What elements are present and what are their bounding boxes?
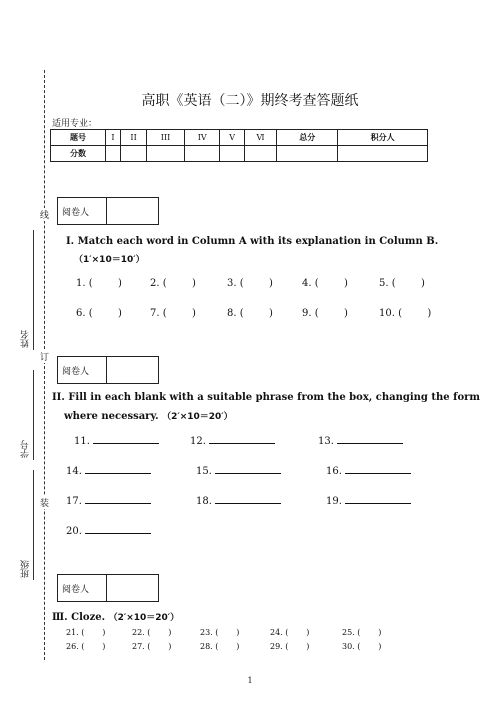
cloze-item[interactable]: 21. ( ) [66, 628, 106, 637]
item-number: 18. [196, 496, 212, 507]
cloze-item[interactable]: 22. ( ) [132, 628, 172, 637]
page-number: 1 [247, 676, 253, 685]
blank-line[interactable] [85, 494, 151, 504]
grader-field[interactable] [107, 357, 158, 383]
section-1-marks: （1′×10＝10′） [74, 255, 145, 265]
header-cell: Ⅵ [244, 130, 276, 146]
fill-item[interactable] [326, 464, 411, 477]
class-label: 班级 [21, 560, 31, 578]
grader-label: 阅卷人 [58, 575, 107, 601]
score-table-score-row [51, 146, 428, 162]
fill-item[interactable] [196, 464, 281, 477]
score-cell[interactable] [147, 146, 185, 162]
score-row-label: 分数 [51, 146, 106, 162]
section-3-heading: Ⅲ. Cloze. [52, 612, 106, 623]
item-number: 12. [190, 436, 206, 447]
item-number: 19. [326, 496, 342, 507]
binding-mark-ding: 订 [38, 352, 48, 361]
score-cell[interactable] [244, 146, 276, 162]
answer-item[interactable]: 7. ( ) [150, 308, 196, 319]
answer-item[interactable]: 3. ( ) [227, 278, 273, 289]
section-2-heading-line2: where necessary. [64, 411, 159, 422]
score-cell[interactable] [338, 146, 428, 162]
blank-line[interactable] [215, 464, 281, 474]
section-2-heading: II. Fill in each blank with a suitable phrase from the box, changing the form [52, 392, 480, 403]
blank-line[interactable] [345, 464, 411, 474]
name-label: 姓名 [21, 330, 31, 348]
fill-item[interactable] [196, 494, 281, 507]
score-cell[interactable] [277, 146, 338, 162]
grader-box [57, 197, 159, 225]
cloze-item[interactable]: 29. ( ) [270, 642, 310, 651]
header-cell: 总分 [277, 130, 338, 146]
cloze-item[interactable]: 25. ( ) [342, 628, 382, 637]
answer-item[interactable]: 10. ( ) [379, 308, 432, 319]
header-cell: II [120, 130, 146, 146]
item-number: 17. [66, 496, 82, 507]
item-number: 13. [318, 436, 334, 447]
item-number: 11. [74, 436, 90, 447]
blank-line[interactable] [345, 494, 411, 504]
fill-item[interactable] [66, 464, 151, 477]
blank-line[interactable] [209, 434, 275, 444]
name-field[interactable] [33, 230, 35, 350]
grader-label: 阅卷人 [58, 198, 107, 224]
blank-line[interactable] [85, 524, 151, 534]
cloze-item[interactable]: 26. ( ) [66, 642, 106, 651]
answer-item[interactable]: 6. ( ) [76, 308, 122, 319]
cloze-item[interactable]: 28. ( ) [200, 642, 240, 651]
blank-line[interactable] [215, 494, 281, 504]
score-cell[interactable] [220, 146, 244, 162]
grader-field[interactable] [107, 575, 158, 601]
score-table [50, 129, 428, 162]
student-id-field[interactable] [33, 370, 35, 460]
score-table-header-row [51, 130, 428, 146]
header-cell: 积分人 [338, 130, 428, 146]
answer-item[interactable]: 5. ( ) [379, 278, 425, 289]
header-cell: IV [184, 130, 220, 146]
answer-item[interactable]: 9. ( ) [302, 308, 348, 319]
grader-box [57, 574, 159, 602]
section-3-heading-line [52, 610, 179, 623]
fill-item[interactable] [66, 524, 151, 537]
score-cell[interactable] [120, 146, 146, 162]
cloze-item[interactable]: 30. ( ) [342, 642, 382, 651]
blank-line[interactable] [337, 434, 403, 444]
header-cell: III [147, 130, 185, 146]
section-1-heading: I. Match each word in Column A with its explanation in Column B. [66, 236, 439, 247]
item-number: 20. [66, 526, 82, 537]
section-2-marks: （2′×10＝20′） [162, 412, 233, 422]
answer-item[interactable]: 1. ( ) [76, 278, 122, 289]
class-field[interactable] [33, 470, 35, 580]
cloze-item[interactable]: 23. ( ) [200, 628, 240, 637]
binding-dashed-line [44, 70, 45, 660]
header-cell: I [106, 130, 121, 146]
blank-line[interactable] [85, 464, 151, 474]
header-cell: 题号 [51, 130, 106, 146]
item-number: 16. [326, 466, 342, 477]
item-number: 14. [66, 466, 82, 477]
answer-item[interactable]: 2. ( ) [150, 278, 196, 289]
grader-box [57, 356, 159, 384]
fill-item[interactable] [190, 434, 275, 447]
cloze-item[interactable]: 24. ( ) [270, 628, 310, 637]
page-title: 高职《英语（二）》期终考查答题纸 [141, 93, 359, 109]
answer-item[interactable]: 8. ( ) [227, 308, 273, 319]
answer-item[interactable]: 4. ( ) [302, 278, 348, 289]
score-cell[interactable] [184, 146, 220, 162]
fill-item[interactable] [318, 434, 403, 447]
binding-mark-zhuang: 装 [38, 498, 48, 507]
grader-label: 阅卷人 [58, 357, 107, 383]
major-label: 适用专业： [52, 119, 98, 129]
cloze-item[interactable]: 27. ( ) [132, 642, 172, 651]
fill-item[interactable] [326, 494, 411, 507]
student-id-label: 学号 [21, 440, 31, 458]
fill-item[interactable] [74, 434, 159, 447]
blank-line[interactable] [93, 434, 159, 444]
grader-field[interactable] [107, 198, 158, 224]
score-cell[interactable] [106, 146, 121, 162]
fill-item[interactable] [66, 494, 151, 507]
section-2-heading-cont [64, 409, 233, 422]
item-number: 15. [196, 466, 212, 477]
binding-mark-xian: 线 [38, 210, 48, 219]
section-3-marks: （2′×10＝20′） [108, 613, 180, 623]
header-cell: V [220, 130, 244, 146]
